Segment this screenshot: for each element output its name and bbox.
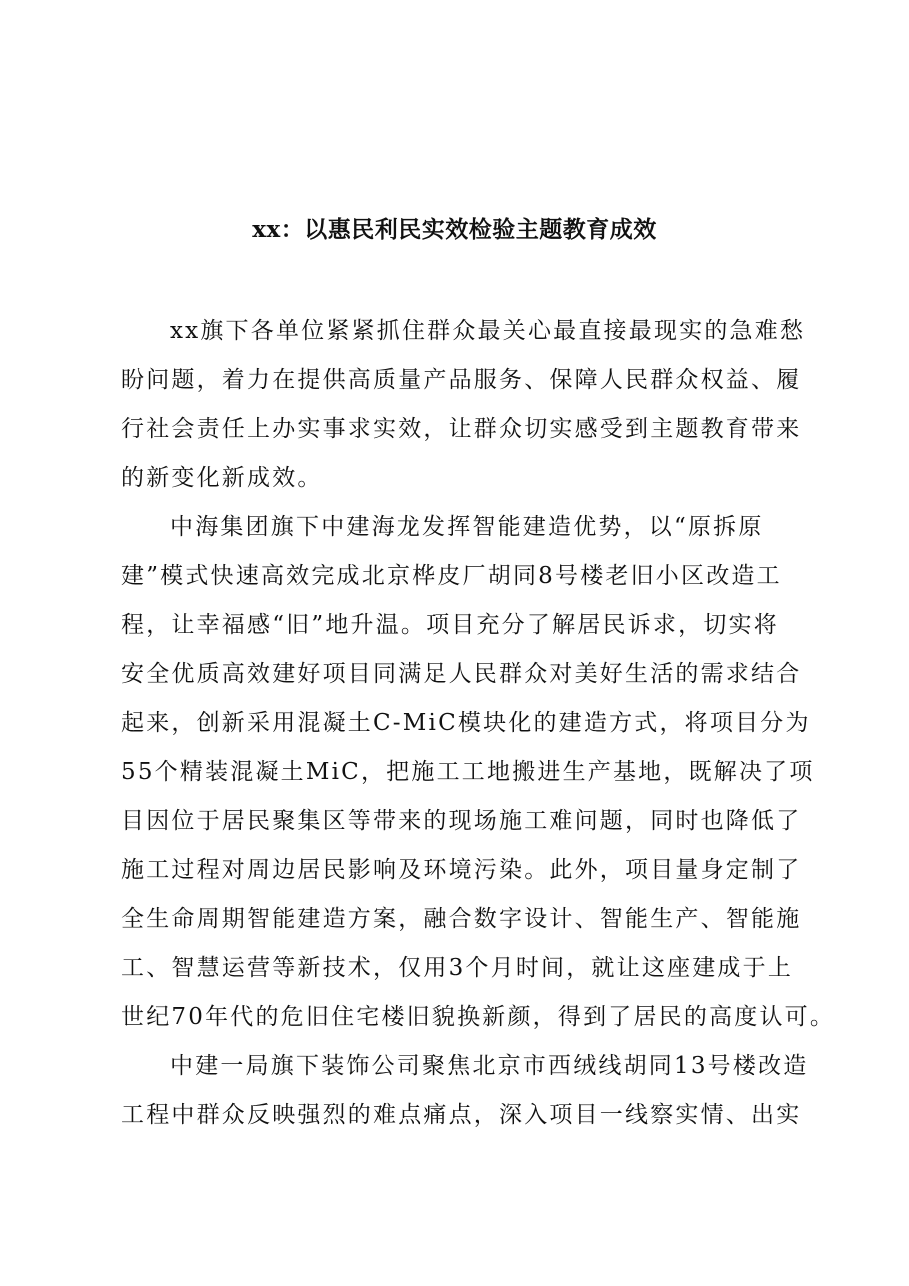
paragraph-2-line-10: 工、智慧运营等新技术，仅用3个月时间，就让这座建成于上 — [121, 955, 794, 981]
paragraph-2-line-5: 起来，创新采用混凝土C-MiC模块化的建造方式，将项目分为 — [121, 710, 811, 736]
paragraph-2-line-9: 全生命周期智能建造方案，融合数字设计、智能生产、智能施 — [121, 906, 802, 932]
paragraph-2-line-6: 55个精装混凝土MiC，把施工工地搬进生产基地，既解决了项 — [121, 759, 815, 785]
paragraph-2-line-1: 中海集团旗下中建海龙发挥智能建造优势，以“原拆原 — [170, 514, 764, 540]
paragraph-2-line-4: 安全优质高效建好项目同满足人民群众对美好生活的需求结合 — [121, 661, 802, 687]
paragraph-3-line-2: 工程中群众反映强烈的难点痛点，深入项目一线察实情、出实 — [121, 1102, 802, 1128]
paragraph-1-line-2: 盼问题，着力在提供高质量产品服务、保障人民群众权益、履 — [121, 367, 802, 393]
paragraph-1-line-1: xx旗下各单位紧紧抓住群众最关心最直接最现实的急难愁 — [170, 318, 806, 344]
paragraph-3-line-1: 中建一局旗下装饰公司聚焦北京市西绒线胡同13号楼改造 — [170, 1053, 809, 1079]
paragraph-2-line-3: 程，让幸福感“旧”地升温。项目充分了解居民诉求，切实将 — [121, 612, 779, 638]
paragraph-2-line-8: 施工过程对周边居民影响及环境污染。此外，项目量身定制了 — [121, 857, 802, 883]
paragraph-1-line-3: 行社会责任上办实事求实效，让群众切实感受到主题教育带来 — [121, 416, 802, 442]
paragraph-1-line-4: 的新变化新成效。 — [121, 465, 323, 491]
document-title: xx：以惠民利民实效检验主题教育成效 — [252, 216, 657, 243]
paragraph-2-line-7: 目因位于居民聚集区等带来的现场施工难问题，同时也降低了 — [121, 808, 802, 834]
paragraph-2-line-11: 世纪70年代的危旧住宅楼旧貌换新颜，得到了居民的高度认可。 — [121, 1004, 836, 1030]
paragraph-2-line-2: 建”模式快速高效完成北京桦皮厂胡同8号楼老旧小区改造工 — [121, 563, 782, 589]
